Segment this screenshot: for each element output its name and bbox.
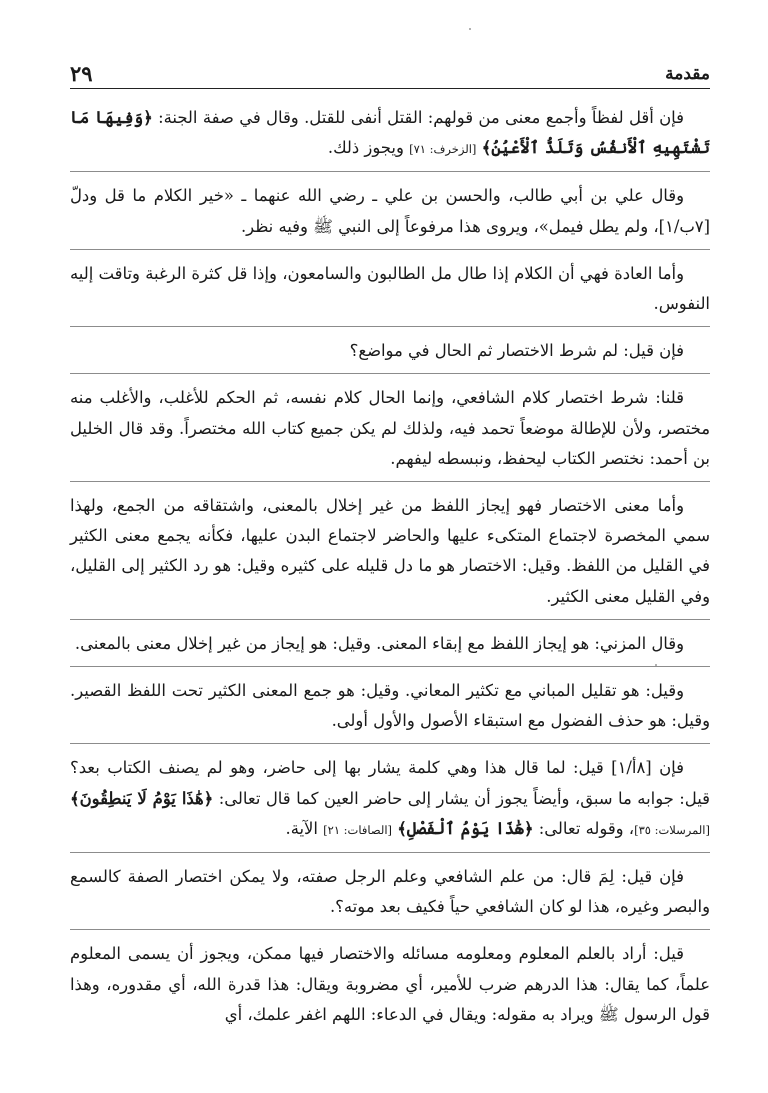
paragraph: [70, 181, 710, 241]
text-run: قيل: أراد بالعلم المعلوم ومعلومه مسائله والاختصار فيها ممكن، ويجوز أن يسمى المعلوم علماً، كما يقال: هذا الدرهم ضرب للأمير، أي مضروبة ويقال: هذا قدرة الله، أي مقدوره، وهذا قول الرسول ﷺ ويراد به مقوله: ويقال في الدعاء: اللهم اغفر علمك، أي: [70, 944, 710, 1024]
text-run: ويجوز ذلك.: [327, 138, 410, 158]
paragraph: [70, 629, 710, 659]
paragraph: [70, 336, 710, 366]
text-run: الآية.: [285, 818, 324, 838]
quran-verse: ﴿هَٰذَا يَوْمُ ٱلْفَصْلِ﴾: [397, 818, 534, 838]
running-header: [70, 52, 710, 89]
text-run: ، وقوله تعالى:: [533, 818, 635, 838]
page-body: [70, 103, 710, 1030]
text-run: وقال علي بن أبي طالب، والحسن بن علي ـ رضي الله عنهما ـ «خير الكلام ما قل ودلّ [٧ب/١]، ولم يطل فيمل»، ويروى هذا مرفوعاً إلى النبي ﷺ وفيه نظر.: [70, 186, 710, 236]
text-run: وأما العادة فهي أن الكلام إذا طال مل الطالبون والسامعون، وإذا قل كثرة الرغبة وتاقت إليه النفوس.: [70, 263, 710, 314]
chapter-title: مقدمة: [665, 64, 710, 84]
paragraph-separator: [70, 249, 710, 250]
quran-verse: ﴿هَٰذَا يَوْمُ لَا يَنطِقُونَ﴾: [70, 788, 214, 808]
verse-reference: [الزخرف: ٧١]: [409, 142, 477, 157]
text-run: فإن [٨أ/١] قيل: لما قال هذا وهي كلمة يشار بها إلى حاضر، وهو لم يصنف الكتاب بعد؟ قيل: جوابه ما سبق، وأيضاً يجوز أن يشار إلى حاضر العين كما قال تعالى:: [70, 758, 710, 808]
text-run: وأما معنى الاختصار فهو إيجاز اللفظ من غير إخلال بالمعنى، واشتقاقه من الجمع، ولهذا سمي المخصرة لاجتماع المتكىء عليها والحاضر لاجتماع البدن عليها، فكأنه يجمع معنى الكثير في القليل من اللفظ. وقيل: الاختصار هو ما دل قليله على كثيره وقيل: هو رد الكثير إلى القليل، وفي القليل معنى الكثير.: [70, 496, 710, 606]
text-run: فإن قيل: لِمَ قال: من علم الشافعي وعلم الرجل صفته، ولا يمكن اختصار الصفة كالسمع والبصر وغيره، هذا لو كان الشافعي حياً فكيف بعد موته؟.: [70, 867, 710, 917]
paragraph: [70, 939, 710, 1030]
paragraph: [70, 103, 710, 164]
paragraph-separator: [70, 929, 710, 930]
scan-speck: [469, 28, 471, 30]
paragraph-separator: [70, 481, 710, 482]
paragraph-separator: [70, 852, 710, 853]
paragraph-separator: [70, 619, 710, 620]
text-run: فإن قيل: لم شرط الاختصار ثم الحال في مواضع؟: [349, 341, 684, 361]
paragraph: [70, 753, 710, 845]
paragraph: [70, 491, 710, 612]
paragraph-separator: [70, 326, 710, 327]
quran-verse: ﴿وَفِيهَا مَا تَشْتَهِيهِ ٱلْأَنفُسُ وَتَلَذُّ ٱلْأَعْيُنُ﴾: [70, 108, 710, 158]
paragraph: [70, 383, 710, 474]
paragraph: [70, 862, 710, 922]
page-number: ٢٩: [70, 61, 93, 86]
text-run: وقيل: هو تقليل المباني مع تكثير المعاني. وقيل: هو جمع المعنى الكثير تحت اللفظ القصير. وقيل: هو حذف الفضول مع استبقاء الأصول والأول أولى.: [70, 681, 710, 731]
paragraph: [70, 676, 710, 736]
book-page: [70, 52, 710, 1030]
paragraph-separator: [70, 743, 710, 744]
paragraph-separator: [70, 666, 710, 667]
paragraph-separator: [70, 171, 710, 172]
text-run: قلنا: شرط اختصار كلام الشافعي، وإنما الحال كلام نفسه، ثم الحكم للأغلب، والأغلب منه مختصر، ولأن للإطالة موضعاً تحمد فيه، ولذلك لم يكن جميع كتاب الله مختصراً. وقد قال الخليل بن أحمد: نختصر الكتاب ليحفظ، ونبسطه ليفهم.: [70, 388, 710, 468]
verse-reference: [المرسلات: ٣٥]: [634, 822, 710, 837]
text-run: فإن أقل لفظاً وأجمع معنى من قولهم: القتل أنفى للقتل. وقال في صفة الجنة:: [152, 108, 684, 127]
verse-reference: [الصافات: ٢١]: [323, 822, 393, 837]
paragraph: [70, 259, 710, 319]
paragraph-separator: [70, 373, 710, 374]
scan-speck: [655, 664, 657, 666]
text-run: وقال المزني: هو إيجاز اللفظ مع إبقاء المعنى. وقيل: هو إيجاز من غير إخلال معنى بالمعنى.: [74, 633, 684, 653]
